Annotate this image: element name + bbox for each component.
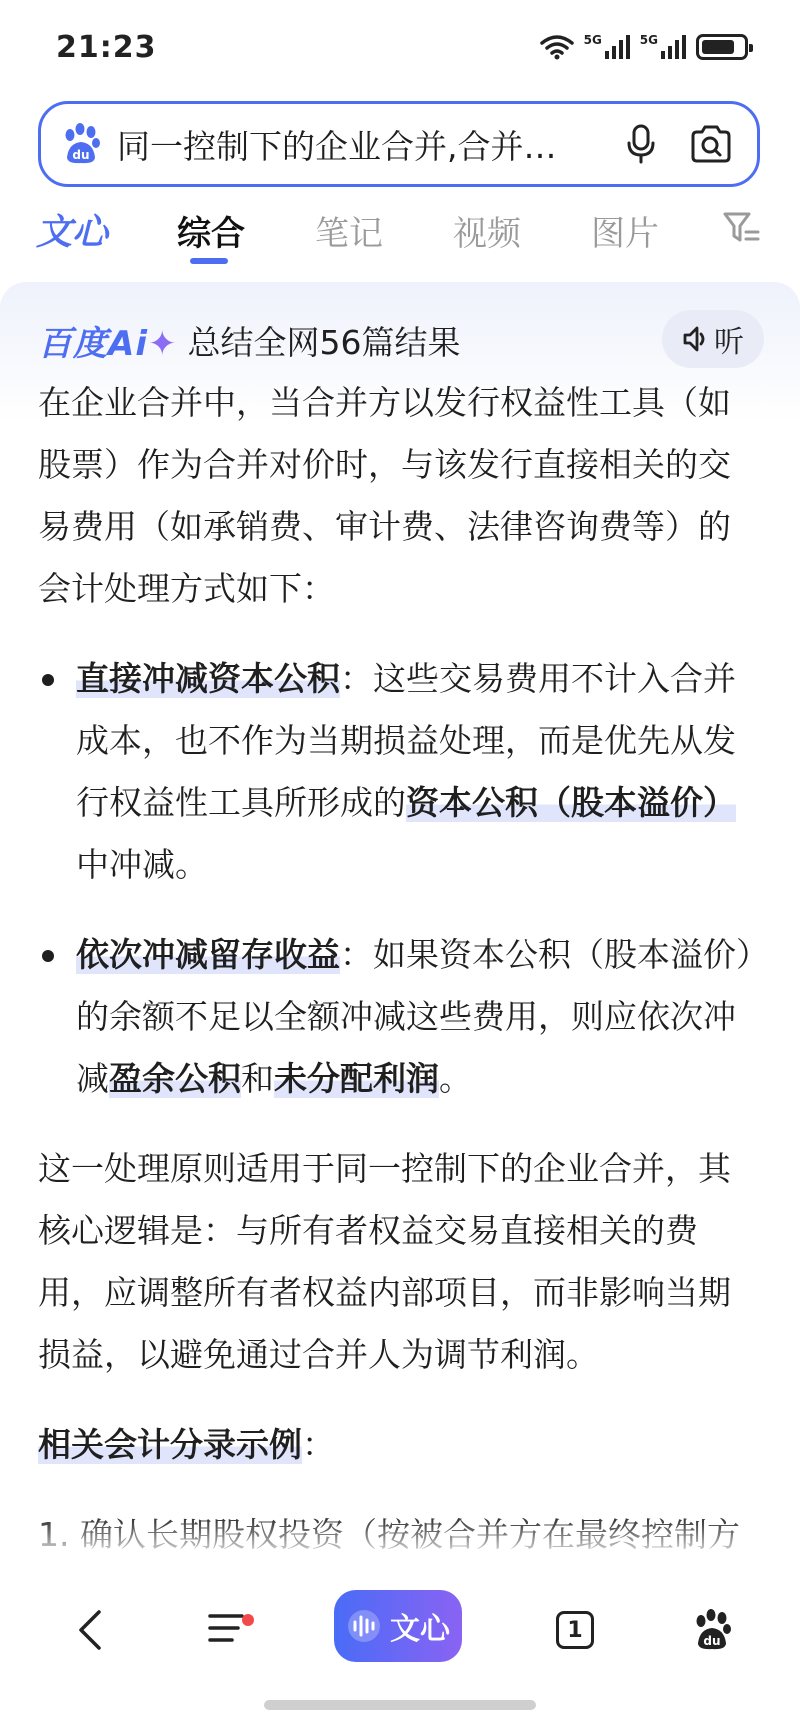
ai-answer-card [0,282,800,1602]
section-title: 相关会计分录示例： [38,1425,335,1464]
signal-icon [584,34,630,60]
bullet-item [38,648,758,896]
search-tabs [0,200,800,270]
menu-button[interactable] [198,1595,258,1665]
bullet-item [38,924,758,1110]
tabs-icon: 1 [556,1611,594,1649]
tab-comprehensive[interactable]: 综合 [177,214,245,254]
wifi-icon [540,34,574,60]
microphone-icon [626,124,656,164]
back-icon [75,1608,105,1652]
notification-dot [242,1614,254,1626]
home-indicator[interactable] [264,1700,536,1710]
search-bar[interactable] [38,101,760,187]
answer-intro: 在企业合并中，当合并方以发行权益性工具（如股票）作为合并对价时，与该发行直接相关的交易费用（如承销费、审计费、法律咨询费等）的会计处理方式如下： [38,383,731,608]
entry-step-1: 1. 确认长期股权投资（按被合并方在最终控制方 [38,1515,740,1554]
tab-wenxin[interactable]: 文心 [36,212,109,253]
network-label: 5G [639,33,658,47]
tabs-button[interactable] [545,1595,605,1665]
bullet-dot [42,674,54,686]
bullet-text: ：如果资本公积（股本溢价）的余额不足以全额冲减这些费用，则应依次冲减 [76,935,753,1098]
bullet-title: 依次冲减留存收益 [76,935,340,974]
network-label: 5G [583,33,602,47]
wenxin-wave-icon [346,1608,384,1644]
bullet-emphasis: 资本公积（股本溢价） [406,783,736,822]
search-input[interactable]: 同一控制下的企业合并,合并… [117,126,557,166]
svg-text:du: du [72,148,90,162]
active-tab-indicator [190,258,228,264]
battery-icon [696,34,748,60]
status-bar [0,0,800,100]
summary-text: 总结全网56篇结果 [187,322,461,362]
bullet-emphasis: 未分配利润 [274,1059,439,1098]
tab-images[interactable]: 图片 [591,214,659,254]
listen-label: 听 [714,325,744,360]
signal-icon [640,34,686,60]
bullet-dot [42,950,54,962]
baidu-home-button[interactable] [682,1595,742,1665]
baidu-paw-icon [61,123,101,165]
baidu-ai-logo: 百度Ai✦ [38,323,178,364]
listen-button[interactable] [662,310,764,368]
wenxin-button[interactable] [334,1590,462,1662]
voice-search-button[interactable] [615,118,667,170]
bullet-text: 中冲减。 [76,845,208,884]
answer-conclusion: 这一处理原则适用于同一控制下的企业合并，其核心逻辑是：与所有者权益交易直接相关的费用，应调整所有者权益内部项目，而非影响当期损益，以避免通过合并人为调节利润。 [38,1149,731,1374]
wenxin-label: 文心 [390,1612,450,1647]
bullet-text: ：这些交易费用不计入合并成本，也不作为当期损益处理，而是优先从发行权益性工具所形成的 [76,659,736,822]
filter-icon[interactable] [722,210,762,246]
camera-search-icon [689,124,733,164]
bullet-text: 。 [439,1059,472,1098]
baidu-paw-icon [692,1609,732,1651]
tab-notes[interactable]: 笔记 [315,214,383,254]
image-search-button[interactable] [685,118,737,170]
answer-content [38,372,758,1602]
bullet-title: 直接冲减资本公积 [76,659,340,698]
bottom-nav [0,1555,800,1705]
bullet-text: 和 [241,1059,274,1098]
menu-icon [206,1608,250,1648]
tab-videos[interactable]: 视频 [453,214,521,254]
back-button[interactable] [60,1595,120,1665]
ai-answer-header [38,312,460,368]
battery-level [702,40,734,54]
status-icons [540,34,748,60]
status-time: 21:23 [56,30,157,65]
bullet-emphasis: 盈余公积 [109,1059,241,1098]
speaker-icon [682,325,708,353]
svg-text:du: du [703,1634,721,1648]
